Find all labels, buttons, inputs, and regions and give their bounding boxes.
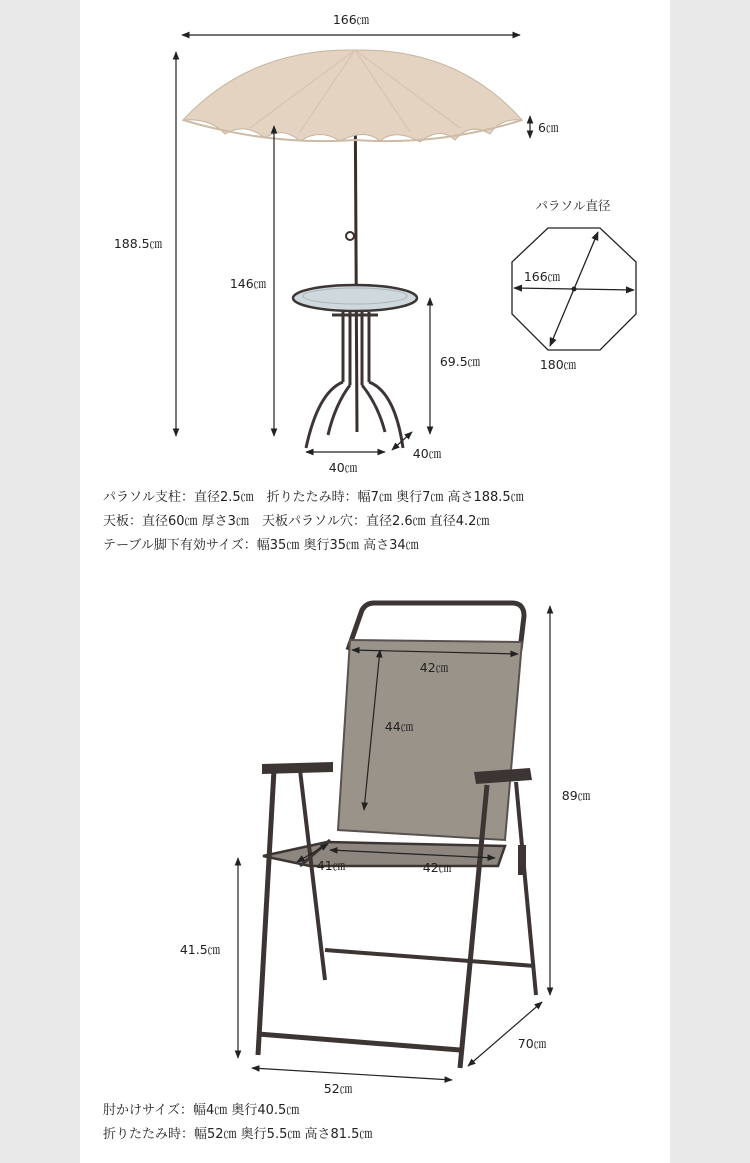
label-valance-height: 6㎝ <box>538 120 559 135</box>
chair-dimension-labels <box>180 660 591 1096</box>
label-back-width: 42㎝ <box>419 660 449 675</box>
label-overall-width: 52㎝ <box>323 1081 353 1096</box>
parasol-diameter-diagram <box>512 198 636 372</box>
spec-parasol-pole: パラソル支柱：直径2.5㎝ 折りたたみ時：幅7㎝ 奥行7㎝ 高さ188.5㎝ <box>103 490 524 505</box>
label-pole-height: 146㎝ <box>229 276 267 291</box>
label-table-height: 69.5㎝ <box>439 354 481 369</box>
parasol-diameter-long: 180㎝ <box>539 357 577 372</box>
spec-chair-folded: 折りたたみ時：幅52㎝ 奥行5.5㎝ 高さ81.5㎝ <box>103 1127 373 1142</box>
chair-illustration <box>258 603 536 1068</box>
label-overall-depth: 70㎝ <box>517 1036 547 1051</box>
parasol-diameter-title: パラソル直径 <box>535 198 611 213</box>
spec-table-clearance: テーブル脚下有効サイズ：幅35㎝ 奥行35㎝ 高さ34㎝ <box>103 538 419 553</box>
spec-tabletop: 天板：直径60㎝ 厚さ3㎝ 天板パラソル穴：直径2.6㎝ 直径4.2㎝ <box>103 514 490 529</box>
label-overall-height: 89㎝ <box>561 788 591 803</box>
parasol-table-illustration <box>183 50 522 448</box>
label-seat-depth: 41㎝ <box>316 858 346 873</box>
label-back-height: 44㎝ <box>384 719 414 734</box>
glass-tabletop <box>293 285 417 311</box>
label-overall-height: 188.5㎝ <box>113 236 163 251</box>
label-table-width: 40㎝ <box>328 460 358 475</box>
label-seat-width: 42㎝ <box>422 860 452 875</box>
label-umbrella-width: 166㎝ <box>332 12 370 27</box>
umbrella-canopy <box>183 50 522 142</box>
label-seat-height: 41.5㎝ <box>179 942 221 957</box>
label-table-depth: 40㎝ <box>412 446 442 461</box>
parasol-diameter-short: 166㎝ <box>523 269 561 284</box>
spec-armrest: 肘かけサイズ：幅4㎝ 奥行40.5㎝ <box>103 1103 300 1118</box>
chair-seat-mesh <box>263 842 505 866</box>
